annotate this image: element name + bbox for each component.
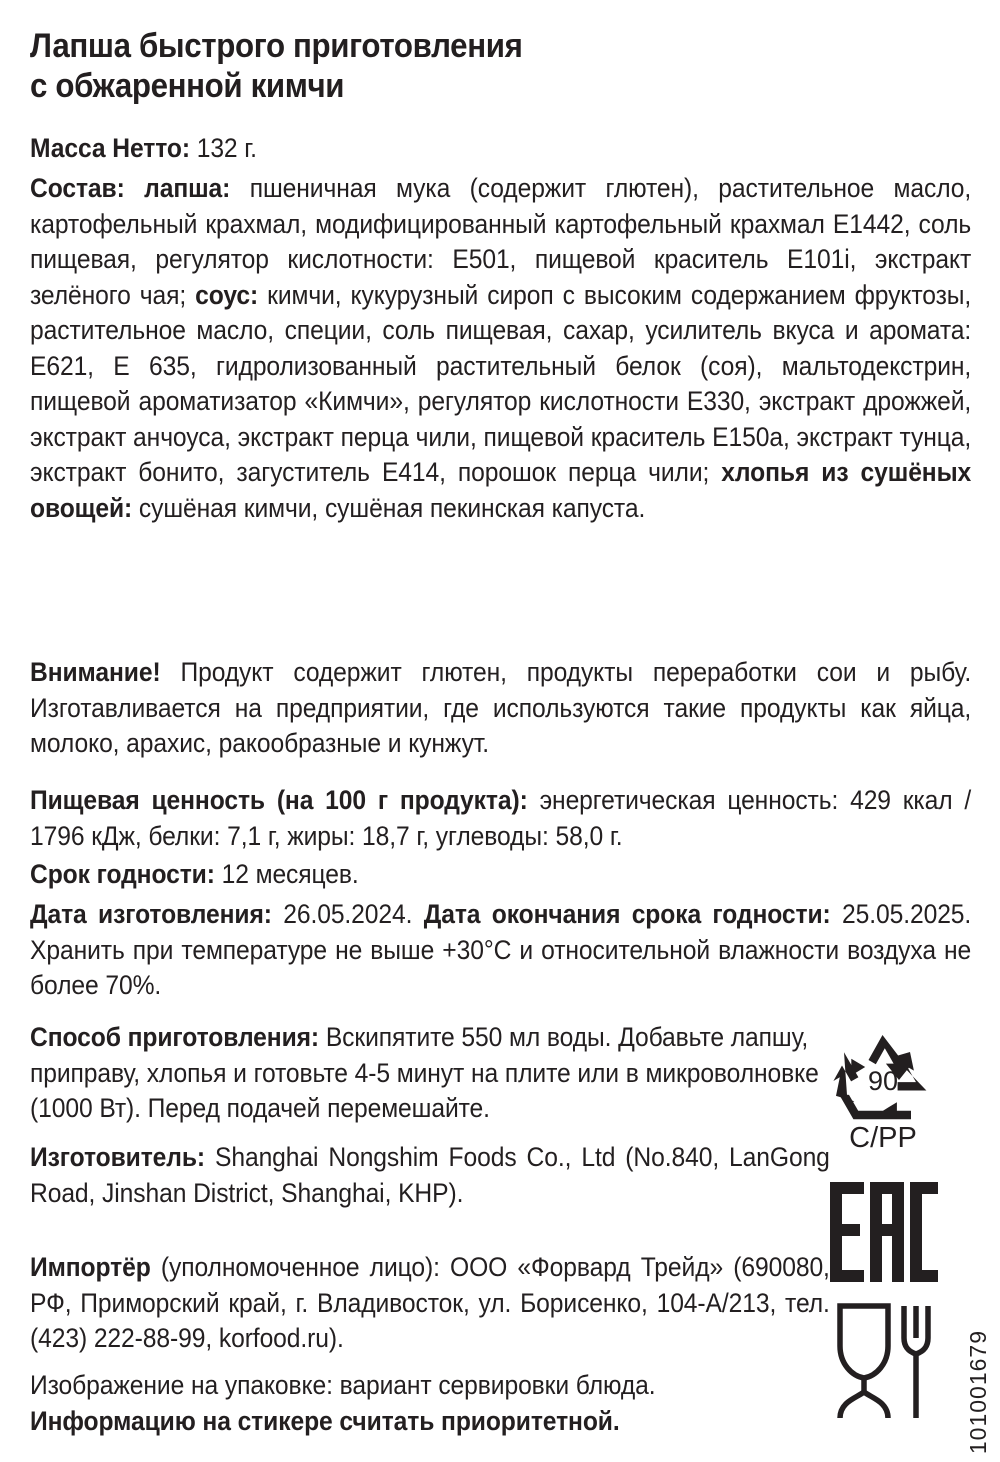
page-title <box>30 26 729 106</box>
sticker-priority-text: Информацию на стикере считать приоритетной. <box>30 1406 620 1436</box>
nutrition-label: Пищевая ценность (на 100 г продукта): <box>30 785 528 815</box>
net-weight-label: Масса Нетто: <box>30 133 190 163</box>
recycling-mark <box>828 1032 938 1153</box>
ingredients-flakes-label: хлопья из сушёных овощей: <box>30 457 972 523</box>
production-date-label: Дата изготовления: <box>30 899 272 929</box>
nutrition-block <box>30 783 971 854</box>
importer-text: (уполномоченное лицо): ООО «Форвард Трейд» (690080, РФ, Приморский край, г. Владивосток, ул. Борисенко, 104-А/213, тел. (423) 222-88-99, korfood.ru). <box>30 1252 830 1353</box>
title-line-1: Лапша быстрого приготовления <box>30 27 523 65</box>
shelf-life-value: 12 месяцев. <box>221 859 359 889</box>
preparation-block <box>30 1020 830 1127</box>
ingredients-label: Состав: <box>30 173 125 203</box>
ingredients-block <box>30 171 971 526</box>
eac-icon <box>830 1182 938 1282</box>
ingredients-flakes-text: сушёная кимчи, сушёная пекинская капуста. <box>138 492 646 523</box>
importer-label: Импортёр <box>30 1252 151 1282</box>
recycle-material-code: C/PP <box>849 1122 917 1154</box>
ingredients-noodle-text: пшеничная мука (содержит глютен), растительное масло, картофельный крахмал, модифицированный картофельный крахмал Е1442, соль пищевая, регулятор кислотности: Е501, пищевой краситель Е101i, экстракт зелёного чая; <box>30 173 972 310</box>
net-weight-row <box>30 131 971 167</box>
dates-block <box>30 897 971 1004</box>
glass-and-fork-icon <box>828 1302 940 1422</box>
storage-conditions-text: Хранить при температуре не выше +30°C и относительной влажности воздуха не более 70%. <box>30 934 972 1000</box>
eac-mark <box>830 1182 938 1287</box>
food-safe-mark <box>828 1302 940 1427</box>
shelf-life-label: Срок годности: <box>30 859 215 889</box>
expiry-date-label: Дата окончания срока годности: <box>423 899 831 929</box>
preparation-label: Способ приготовления: <box>30 1022 320 1052</box>
warning-label: Внимание! <box>30 657 161 687</box>
preparation-text: Вскипятите 550 мл воды. Добавьте лапшу, приправу, хлопья и готовьте 4-5 минут на плите или в микроволновке (1000 Вт). Перед подачей перемешайте. <box>30 1022 819 1123</box>
ingredients-sauce-label: соус: <box>195 279 259 310</box>
sticker-priority-note <box>30 1404 830 1440</box>
ingredients-noodle-label: лапша: <box>144 173 231 203</box>
nutrition-text: энергетическая ценность: 429 ккал / 1796 кДж, белки: 7,1 г, жиры: 18,7 г, углеводы: 58,0 г. <box>30 785 972 851</box>
expiry-date-value: 25.05.2025. <box>842 899 972 929</box>
manufacturer-text: Shanghai Nongshim Foods Co., Ltd (No.840, LanGong Road, Jinshan District, Shanghai, KHP). <box>30 1142 830 1208</box>
article-code: 101001679 <box>965 1330 991 1455</box>
image-disclaimer: Изображение на упаковке: вариант сервировки блюда. <box>30 1370 656 1400</box>
ingredients-sauce-text: кимчи, кукурузный сироп с высоким содержанием фруктозы, растительное масло, специи, соль пищевая, сахар, усилитель вкуса и аромата: Е621, Е 635, гидролизованный растительный белок (соя), мальтодекстрин, пищевой ароматизатор «Кимчи», регулятор кислотности Е330, экстракт дрожжей, экстракт анчоуса, экстракт перца чили, пищевой краситель Е150а, экстракт тунца, экстракт бонито, загуститель Е414, порошок перца чили; <box>30 279 972 487</box>
shelf-life-row <box>30 857 971 893</box>
recycle-number: 90 <box>867 1066 899 1096</box>
manufacturer-block <box>30 1140 830 1211</box>
mobius-loop-icon <box>828 1032 938 1124</box>
production-date-value: 26.05.2024. <box>283 899 413 929</box>
title-line-2: с обжаренной кимчи <box>30 67 345 105</box>
warning-text: Продукт содержит глютен, продукты переработки сои и рыбу. Изготавливается на предприятии, где используются такие продукты как яйца, молоко, арахис, ракообразные и кунжут. <box>30 657 972 758</box>
marks-column <box>820 1030 1000 1455</box>
importer-block <box>30 1250 830 1357</box>
manufacturer-label: Изготовитель: <box>30 1142 206 1172</box>
net-weight-value: 132 г. <box>196 133 257 163</box>
allergen-warning-block <box>30 655 971 762</box>
